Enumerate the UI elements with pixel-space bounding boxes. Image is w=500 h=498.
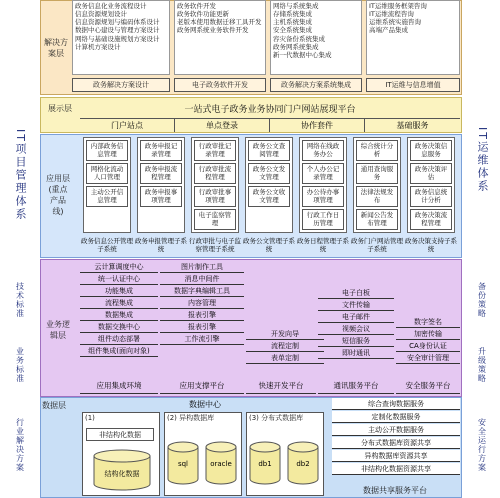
solution-col3-item: 政务网系统集成 xyxy=(273,42,319,51)
solution-col3-item: 新一代数据中心集成 xyxy=(273,50,332,59)
app-group-footer: 政务信息公开管理子系统 xyxy=(81,236,133,253)
portal-platform-title: 一站式电子政务业务协同门户网站展现平台 xyxy=(184,104,356,115)
app-group-footer: 政务日程管理子系统 xyxy=(297,236,349,253)
app-layer-label: 应用层 (重点 产品 线) xyxy=(46,174,70,216)
biz-tool[interactable]: 内容管理 xyxy=(160,298,244,309)
solution-col3-item: 安全系统集成 xyxy=(273,26,312,35)
solution-bar-software: 电子政务软件开发 xyxy=(174,78,266,92)
right-backup-label: 备份策略 xyxy=(477,282,487,318)
solution-col4-item: IT运维流程咨询 xyxy=(369,10,414,19)
left-tech-standard-label: 技术标准 xyxy=(15,282,25,318)
app-item[interactable]: 法律法规发布 xyxy=(356,186,398,207)
data-service-item[interactable]: 综合查询数据服务 xyxy=(332,398,460,410)
biz-tool[interactable]: 消息中间件 xyxy=(160,274,244,285)
data-panel-3-title: (3) 分布式数据库 xyxy=(249,414,304,422)
data-service-item[interactable]: 异构数据库资源共享 xyxy=(332,450,460,462)
solution-col2-box xyxy=(174,0,266,75)
biz-security-service[interactable]: 加密传输 xyxy=(396,329,460,340)
biz-comm-service[interactable]: 文件传输 xyxy=(318,300,394,311)
data-service-item[interactable]: 非结构化数据资源共享 xyxy=(332,463,460,475)
solution-col3-item: 网络与系统集成 xyxy=(273,2,319,10)
data-service-item[interactable]: 主动公开数据服务 xyxy=(332,424,460,436)
biz-comm-service[interactable]: 电子邮件 xyxy=(318,312,394,323)
app-item[interactable]: 政务信息统计分析 xyxy=(410,186,452,207)
app-group-footer: 政务门户网站管理子系统 xyxy=(351,236,403,253)
biz-dev-tool[interactable]: 流程定制 xyxy=(246,341,324,352)
tab-collab-suite[interactable]: 协作套件 xyxy=(270,119,365,132)
app-item[interactable]: 政务申报流程管理 xyxy=(140,163,182,184)
app-item[interactable]: 电子监察管理 xyxy=(194,209,236,230)
biz-component[interactable]: 组件集成(面向对象) xyxy=(80,346,158,357)
oracle-db-label: oracle xyxy=(210,460,232,468)
biz-platform-label: 快速开发平台 xyxy=(246,378,316,394)
biz-comm-service[interactable]: 短信服务 xyxy=(318,336,394,347)
app-item[interactable]: 政务申报事项管理 xyxy=(140,186,182,207)
solution-bar-ops: IT运维与信息增值 xyxy=(366,78,460,92)
app-item[interactable]: 新闻公告发布管理 xyxy=(356,209,398,230)
biz-security-service[interactable]: 安全审计管理 xyxy=(396,353,460,364)
biz-comm-service[interactable]: 视频会议 xyxy=(318,324,394,335)
solution-col4-box xyxy=(366,0,460,75)
data-center-title: 数据中心 xyxy=(189,399,221,409)
db2-label: db2 xyxy=(296,460,310,468)
app-item[interactable]: 政务决策评估 xyxy=(410,163,452,184)
biz-dev-tool[interactable]: 表单定制 xyxy=(246,353,324,364)
solution-layer-label: 解决方 案层 xyxy=(44,37,68,58)
tab-basic-service[interactable]: 基础服务 xyxy=(396,121,429,130)
right-safety-label: 安全运行方案 xyxy=(477,418,487,472)
biz-component[interactable]: 云计算调度中心 xyxy=(80,262,158,273)
app-group-footer: 政务决策支持子系统 xyxy=(405,236,457,253)
solution-col1-item: 信息资源规划设计 xyxy=(75,10,127,19)
app-group-footer: 行政审批与电子监察管理子系统 xyxy=(189,236,241,253)
app-item[interactable]: 通用查询服务 xyxy=(356,163,398,184)
solution-col1-box xyxy=(72,0,170,75)
data-service-item[interactable]: 定制化数据服务 xyxy=(332,411,460,423)
solution-col2-item: 政务软件开发 xyxy=(177,2,216,10)
solution-col3-item: 主机系统集成 xyxy=(273,18,312,27)
app-item[interactable]: 政务申报记录管理 xyxy=(140,140,182,161)
biz-tool[interactable]: 数据字典编辑工具 xyxy=(160,286,244,297)
solution-col4-item: IT运维服务框架咨询 xyxy=(369,2,427,10)
show-layer-label: 展示层 xyxy=(48,103,72,113)
biz-platform-label: 应用集成环境 xyxy=(80,378,158,394)
biz-layer-label: 业务逻 辑层 xyxy=(46,320,70,340)
app-item[interactable]: 政务决策信息服务 xyxy=(410,140,452,161)
solution-col1-item: 数据中心建设与管理方案设计 xyxy=(75,26,160,35)
biz-component[interactable]: 统一认证中心 xyxy=(80,274,158,285)
solution-col1-item: 计算机方案设计 xyxy=(75,42,121,51)
app-item[interactable]: 网络在线政务办公 xyxy=(302,140,344,161)
app-item[interactable]: 政务公文查阅管理 xyxy=(248,140,290,161)
biz-tool[interactable]: 图片制作工具 xyxy=(160,262,244,273)
solution-col1-item: 政务信息化业务流程设计 xyxy=(75,2,147,10)
app-group-footer: 政务公文管理子系统 xyxy=(243,236,295,253)
biz-component[interactable]: 数据集成 xyxy=(80,310,158,321)
app-item[interactable]: 办公待办事项管理 xyxy=(302,186,344,207)
biz-component[interactable]: 流程集成 xyxy=(80,298,158,309)
tab-sso[interactable]: 单点登录 xyxy=(175,119,270,132)
left-industry-solution-label: 行业解决方案 xyxy=(15,418,25,472)
solution-col3-item: 容灾备份系统集成 xyxy=(273,34,325,43)
biz-security-service[interactable]: CA身份认证 xyxy=(396,341,460,352)
solution-col2-item: 老版本使用数据迁移工具开发 xyxy=(177,18,262,27)
app-item[interactable]: 行政审批事项管理 xyxy=(194,186,236,207)
solution-col3-box xyxy=(270,0,362,75)
biz-tool[interactable]: 工作流引擎 xyxy=(160,334,244,345)
app-item[interactable]: 行政审批记录管理 xyxy=(194,140,236,161)
app-group-footer: 政务申报管理子系统 xyxy=(135,236,187,253)
solution-col4-item: 高端产品集成 xyxy=(369,26,408,35)
app-item[interactable]: 行政工作日历管理 xyxy=(302,209,344,230)
solution-bar-design: 政务解决方案设计 xyxy=(72,78,170,92)
left-biz-standard-label: 业务标准 xyxy=(15,347,25,383)
app-item[interactable]: 政务公文收文管理 xyxy=(248,186,290,207)
data-share-platform: 数据共享服务平台 xyxy=(363,485,427,495)
app-item[interactable]: 内部政务信息管理 xyxy=(86,140,128,161)
solution-col2-item: 政务网系统业务软件开发 xyxy=(177,26,249,35)
sql-db-label: sql xyxy=(177,460,189,468)
data-layer-label: 数据层 xyxy=(42,401,66,410)
app-item[interactable]: 政务公文发文管理 xyxy=(248,163,290,184)
data-service-item[interactable]: 分布式数据库资源共享 xyxy=(332,437,460,449)
data-panel-1-title: (1) xyxy=(85,414,95,422)
unstructured-data-box: 非结构化数据 xyxy=(86,428,154,441)
biz-dev-tool[interactable]: 开发向导 xyxy=(246,329,324,340)
biz-component[interactable]: 数据交换中心 xyxy=(80,322,158,333)
biz-platform-label: 安全服务平台 xyxy=(396,378,460,394)
left-it-management-label: IT项目管理体系 xyxy=(14,129,27,221)
db1-label: db1 xyxy=(258,460,272,468)
biz-security-service[interactable]: 数字签名 xyxy=(396,317,460,328)
solution-col3-item: 存储系统集成 xyxy=(273,10,312,19)
app-item[interactable]: 政务决策流程管理 xyxy=(410,209,452,230)
solution-bar-integration: 政务解决方案系统集成 xyxy=(270,78,362,92)
app-item[interactable]: 主动公开信息管理 xyxy=(86,186,128,207)
biz-comm-service[interactable]: 即时通讯 xyxy=(318,348,394,359)
right-it-ops-label: IT运维体系 xyxy=(476,127,489,193)
biz-comm-service[interactable]: 电子白板 xyxy=(318,288,394,299)
biz-platform-label: 应用支撑平台 xyxy=(160,378,244,394)
biz-tool[interactable]: 报表引擎 xyxy=(160,322,244,333)
app-item[interactable]: 行政审批流程管理 xyxy=(194,163,236,184)
biz-component[interactable]: 组件动态部署 xyxy=(80,334,158,345)
solution-col4-item: 运维系统实施咨询 xyxy=(369,18,421,27)
solution-col1-item: 信息资源规划与编码体系设计 xyxy=(75,18,160,27)
solution-col1-item: 网络与基础设施规划方案设计 xyxy=(75,34,160,43)
biz-platform-label: 通讯服务平台 xyxy=(318,378,394,394)
structured-data-label: 结构化数据 xyxy=(104,470,140,478)
tab-portal-site[interactable]: 门户站点 xyxy=(80,119,175,132)
data-panel-2-title: (2) 异构数据库 xyxy=(167,414,215,422)
app-item[interactable]: 个人办公记录管理 xyxy=(302,163,344,184)
biz-component[interactable]: 功能集成 xyxy=(80,286,158,297)
right-upgrade-label: 升级策略 xyxy=(477,347,487,383)
app-item[interactable]: 综合统计分析 xyxy=(356,140,398,161)
biz-tool[interactable]: 报表引擎 xyxy=(160,310,244,321)
app-item[interactable]: 网格化流动人口管理 xyxy=(86,163,128,184)
solution-col2-item: 政务软件功能更新 xyxy=(177,10,229,19)
